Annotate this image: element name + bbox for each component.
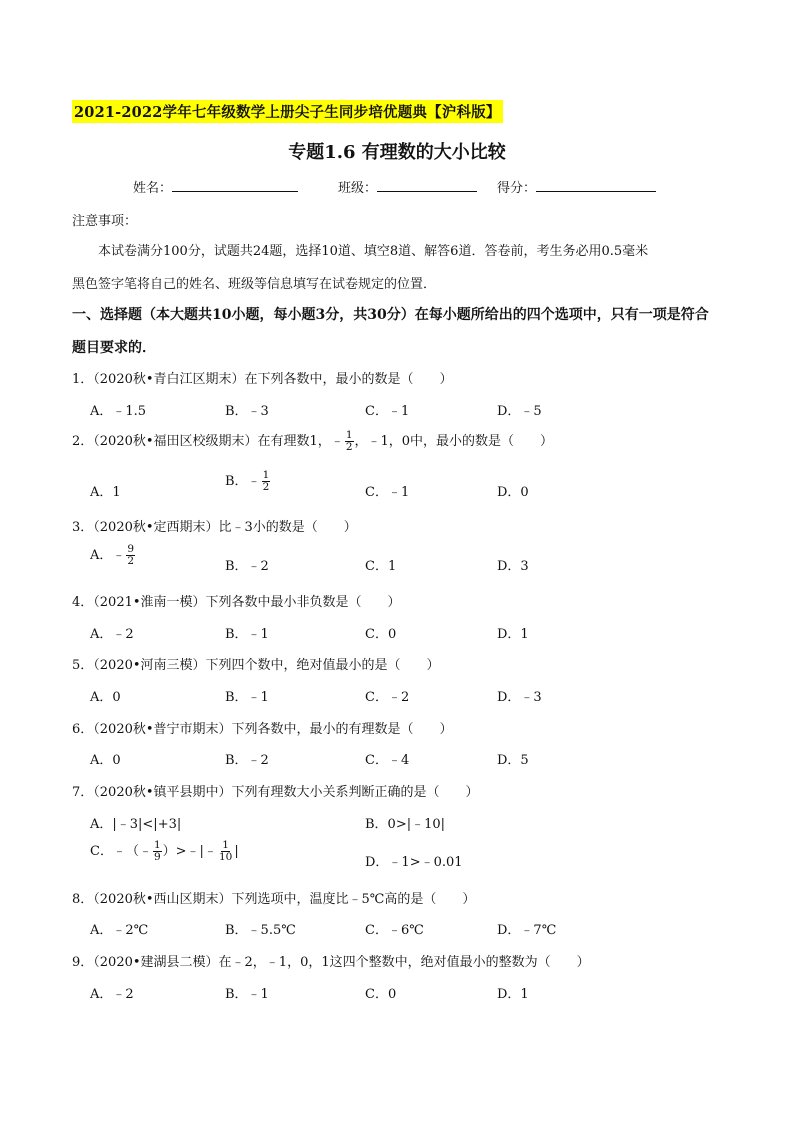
notice-heading: 注意事项： [72,214,138,229]
q8-option-a[interactable]: A．﹣2℃ [90,923,149,938]
q7-option-c-part-1: ﹣（﹣ [112,844,152,859]
q6-option-d[interactable]: D．5 [497,753,529,768]
q6-option-c[interactable]: C．﹣4 [365,753,410,768]
q3-option-d[interactable]: D．3 [497,559,529,574]
fraction-denominator: 9 [153,851,161,863]
q9-option-d[interactable]: D．1 [497,987,529,1002]
q7-option-c-prefix: C． [90,844,113,859]
question-4-stem: 4．（2021•淮南一模）下列各数中最小非负数是（ ） [72,595,401,610]
q5-option-d[interactable]: D．﹣3 [497,690,542,705]
fraction-denominator: 2 [345,441,353,453]
question-6-stem: 6．（2020秋•普宁市期末）下列各数中，最小的有理数是（ ） [72,722,453,737]
q9-option-c[interactable]: C．0 [365,987,397,1002]
q1-option-d[interactable]: D．﹣5 [497,404,542,419]
name-blank[interactable] [172,179,298,192]
series-banner: 2021-2022学年七年级数学上册尖子生同步培优题典【沪科版】 [72,100,503,123]
name-field[interactable] [133,177,298,196]
q8-option-c[interactable]: C．﹣6℃ [365,923,424,938]
q5-option-c[interactable]: C．﹣2 [365,690,410,705]
q2-option-b[interactable] [225,470,271,493]
q7-option-c-fraction-2 [218,840,233,863]
section-heading-line-2: 题目要求的． [72,340,156,356]
score-field[interactable] [497,177,656,196]
q7-option-c-fraction-1 [153,840,162,863]
q7-option-d[interactable]: D．﹣1>﹣0.01 [365,855,463,870]
notice-line-1: 本试卷满分100分，试题共24题，选择10道、填空8道、解答6道．答卷前，考生务必用0.5毫米 [98,244,649,259]
fraction-denominator: 10 [218,851,233,863]
section-heading-line-1: 一、选择题（本大题共10小题，每小题3分，共30分）在每小题所给出的四个选项中，只有一项是符合 [72,307,709,323]
q5-option-a[interactable]: A．0 [90,690,121,705]
q1-option-c[interactable]: C．﹣1 [365,404,410,419]
q4-option-a[interactable]: A．﹣2 [90,627,134,642]
q5-option-b[interactable]: B．﹣1 [225,690,269,705]
q2-option-d[interactable]: D．0 [497,485,529,500]
class-blank[interactable] [377,179,477,192]
question-1-stem: 1．（2020秋•青白江区期末）在下列各数中，最小的数是（ ） [72,372,453,387]
q4-option-d[interactable]: D．1 [497,627,529,642]
q2-stem-part-1: 2．（2020秋•福田区校级期末）在有理数1， [72,434,331,449]
q4-option-c[interactable]: C．0 [365,627,397,642]
q3-option-a[interactable] [90,544,136,567]
q2-stem-sign: ﹣ [330,434,344,449]
question-2-stem [72,430,553,453]
q2-stem-part-2: ，﹣1，0中，最小的数是（ ） [354,434,554,449]
fraction-numerator: 1 [262,469,270,481]
fraction-numerator: 1 [345,429,353,441]
q2-stem-fraction [345,430,354,453]
class-field[interactable] [338,177,477,196]
question-9-stem: 9．（2020•建湖县二模）在﹣2，﹣1，0，1这四个整数中，绝对值最小的整数为（ ） [72,955,590,970]
score-label: 得分： [497,181,537,196]
q6-option-b[interactable]: B．﹣2 [225,753,269,768]
page-title: 专题1.6 有理数的大小比较 [288,142,506,163]
q7-option-c[interactable] [90,840,239,863]
q9-option-b[interactable]: B．﹣1 [225,987,269,1002]
class-label: 班级： [338,181,378,196]
fraction-numerator: 1 [153,839,161,851]
q1-option-a[interactable]: A．﹣1.5 [90,404,147,419]
q3-option-b[interactable]: B．﹣2 [225,559,269,574]
q7-option-c-part-3: | [234,844,239,859]
q7-option-a[interactable]: A．|﹣3|<|+3| [90,817,182,832]
question-3-stem: 3．（2020秋•定西期末）比﹣3小的数是（ ） [72,520,357,535]
notice-line-2: 黑色签字笔将自己的姓名、班级等信息填写在试卷规定的位置． [72,277,437,292]
question-8-stem: 8．（2020秋•西山区期末）下列选项中，温度比﹣5℃高的是（ ） [72,892,476,907]
fraction-denominator: 2 [262,481,270,493]
q3-option-a-prefix: A．﹣ [90,548,126,563]
q7-option-b[interactable]: B．0>|﹣10| [365,817,446,832]
fraction-denominator: 2 [127,555,135,567]
score-blank[interactable] [536,179,656,192]
q3-option-a-fraction [126,544,135,567]
q8-option-d[interactable]: D．﹣7℃ [497,923,557,938]
q2-option-b-fraction [262,470,271,493]
q2-option-a[interactable]: A．1 [90,485,121,500]
q9-option-a[interactable]: A．﹣2 [90,987,134,1002]
q4-option-b[interactable]: B．﹣1 [225,627,269,642]
q7-option-c-part-2: ）>﹣|﹣ [162,844,217,859]
q2-option-c[interactable]: C．﹣1 [365,485,410,500]
q3-option-c[interactable]: C．1 [365,559,397,574]
question-5-stem: 5．（2020•河南三模）下列四个数中，绝对值最小的是（ ） [72,658,440,673]
fraction-numerator: 9 [127,543,135,555]
q1-option-b[interactable]: B．﹣3 [225,404,269,419]
name-label: 姓名： [133,181,173,196]
fraction-numerator: 1 [222,839,229,851]
q8-option-b[interactable]: B．﹣5.5℃ [225,923,296,938]
question-7-stem: 7．（2020秋•镇平县期中）下列有理数大小关系判断正确的是（ ） [72,785,479,800]
q2-option-b-prefix: B．﹣ [225,474,261,489]
q6-option-a[interactable]: A．0 [90,753,121,768]
